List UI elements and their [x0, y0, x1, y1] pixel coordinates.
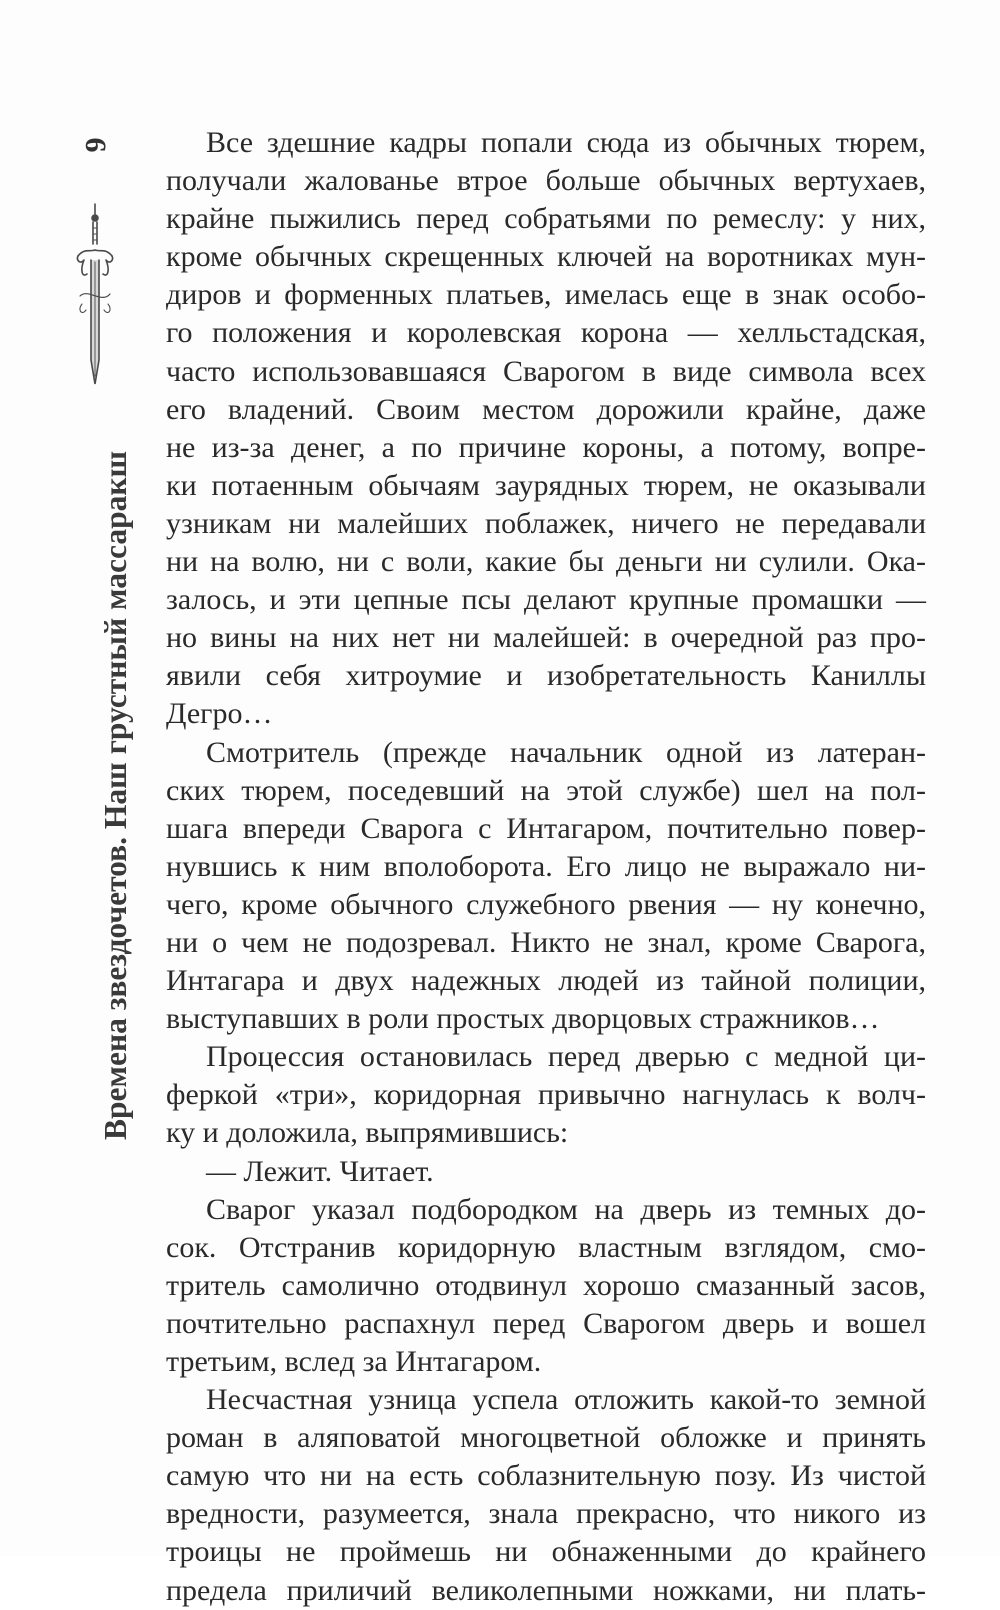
dagger-icon: [74, 200, 116, 390]
text-line: кроме обычных скрещенных ключей на воротниках мун-: [166, 240, 926, 274]
text-line: Несчастная узница успела отложить какой-то земной: [206, 1383, 926, 1417]
text-line: его владений. Своим местом дорожили крайне, даже: [166, 392, 926, 426]
text-line: ни на волю, ни с воли, какие бы деньги ни сулили. Ока-: [166, 545, 926, 579]
text-line: роман в аляповатой многоцветной обложке и принять: [166, 1421, 926, 1455]
text-line: — Лежит. Читает.: [206, 1154, 434, 1188]
text-line: нувшись к ним вполоборота. Его лицо не выражало ни-: [166, 849, 926, 883]
text-line: феркой «три», коридорная привычно нагнулась к волч-: [166, 1078, 926, 1112]
body-text: [166, 124, 926, 1610]
text-line: тритель самолично отодвинул хорошо смазанный засов,: [166, 1268, 926, 1302]
text-line: выступавших в роли простых дворцовых стражников…: [166, 1002, 880, 1036]
text-line: почтительно распахнул перед Сварогом дверь и вошел: [166, 1306, 926, 1340]
text-line: диров и форменных платьев, имелась еще в знак особо-: [166, 278, 926, 312]
text-line: вредности, разумеется, знала прекрасно, что никого из: [166, 1497, 926, 1531]
text-line: троицы не проймешь ни обнаженными до крайнего: [166, 1535, 926, 1569]
text-line: ских тюрем, поседевший на этой службе) шел на пол-: [166, 773, 926, 807]
text-line: сок. Отстранив коридорную властным взглядом, смо-: [166, 1230, 926, 1264]
text-line: ки потаенным обычаям заурядных тюрем, не оказывали: [166, 468, 926, 502]
text-line: ни о чем не подозревал. Никто не знал, кроме Сварога,: [166, 925, 926, 959]
text-line: Сварог указал подбородком на дверь из темных до-: [206, 1192, 926, 1226]
text-line: предела приличий великолепными ножками, ни плать-: [166, 1573, 926, 1607]
side-margin: [60, 100, 133, 1160]
text-line: залось, и эти цепные псы делают крупные промашки —: [166, 583, 926, 617]
text-line: чего, кроме обычного служебного рвения — ну конечно,: [166, 887, 926, 921]
text-line: Дегро…: [166, 697, 273, 731]
text-line: го положения и королевская корона — хелльстадская,: [166, 316, 926, 350]
text-line: часто использовавшаяся Сварогом в виде символа всех: [166, 354, 926, 388]
text-line: но вины на них нет ни малейшей: в очередной раз про-: [166, 621, 926, 655]
text-line: Интагара и двух надежных людей из тайной полиции,: [166, 964, 926, 998]
page-number: 6: [79, 137, 112, 153]
running-title: Времена звездочетов. Наш грустный массаракш: [98, 450, 133, 1140]
text-line: третьим, вслед за Интагаром.: [166, 1345, 542, 1378]
text-line: узникам ни малейших поблажек, ничего не передавали: [166, 506, 926, 540]
text-line: Все здешние кадры попали сюда из обычных тюрем,: [206, 126, 926, 159]
text-line: Процессия остановилась перед дверью с медной ци-: [206, 1040, 926, 1074]
text-line: Смотритель (прежде начальник одной из латеран-: [206, 735, 926, 769]
text-line: крайне пыжились перед собратьями по ремеслу: у них,: [166, 202, 926, 236]
text-line: ку и доложила, выпрямившись:: [166, 1116, 569, 1150]
text-line: получали жалованье втрое больше обычных вертухаев,: [166, 164, 926, 198]
text-line: самую что ни на есть соблазнительную позу. Из чистой: [166, 1459, 926, 1493]
text-line: шага впереди Сварога с Интагаром, почтительно повер-: [166, 811, 926, 845]
text-line: не из-за денег, а по причине короны, а потому, вопре-: [166, 430, 926, 464]
text-line: явили себя хитроумие и изобретательность Каниллы: [166, 659, 926, 693]
